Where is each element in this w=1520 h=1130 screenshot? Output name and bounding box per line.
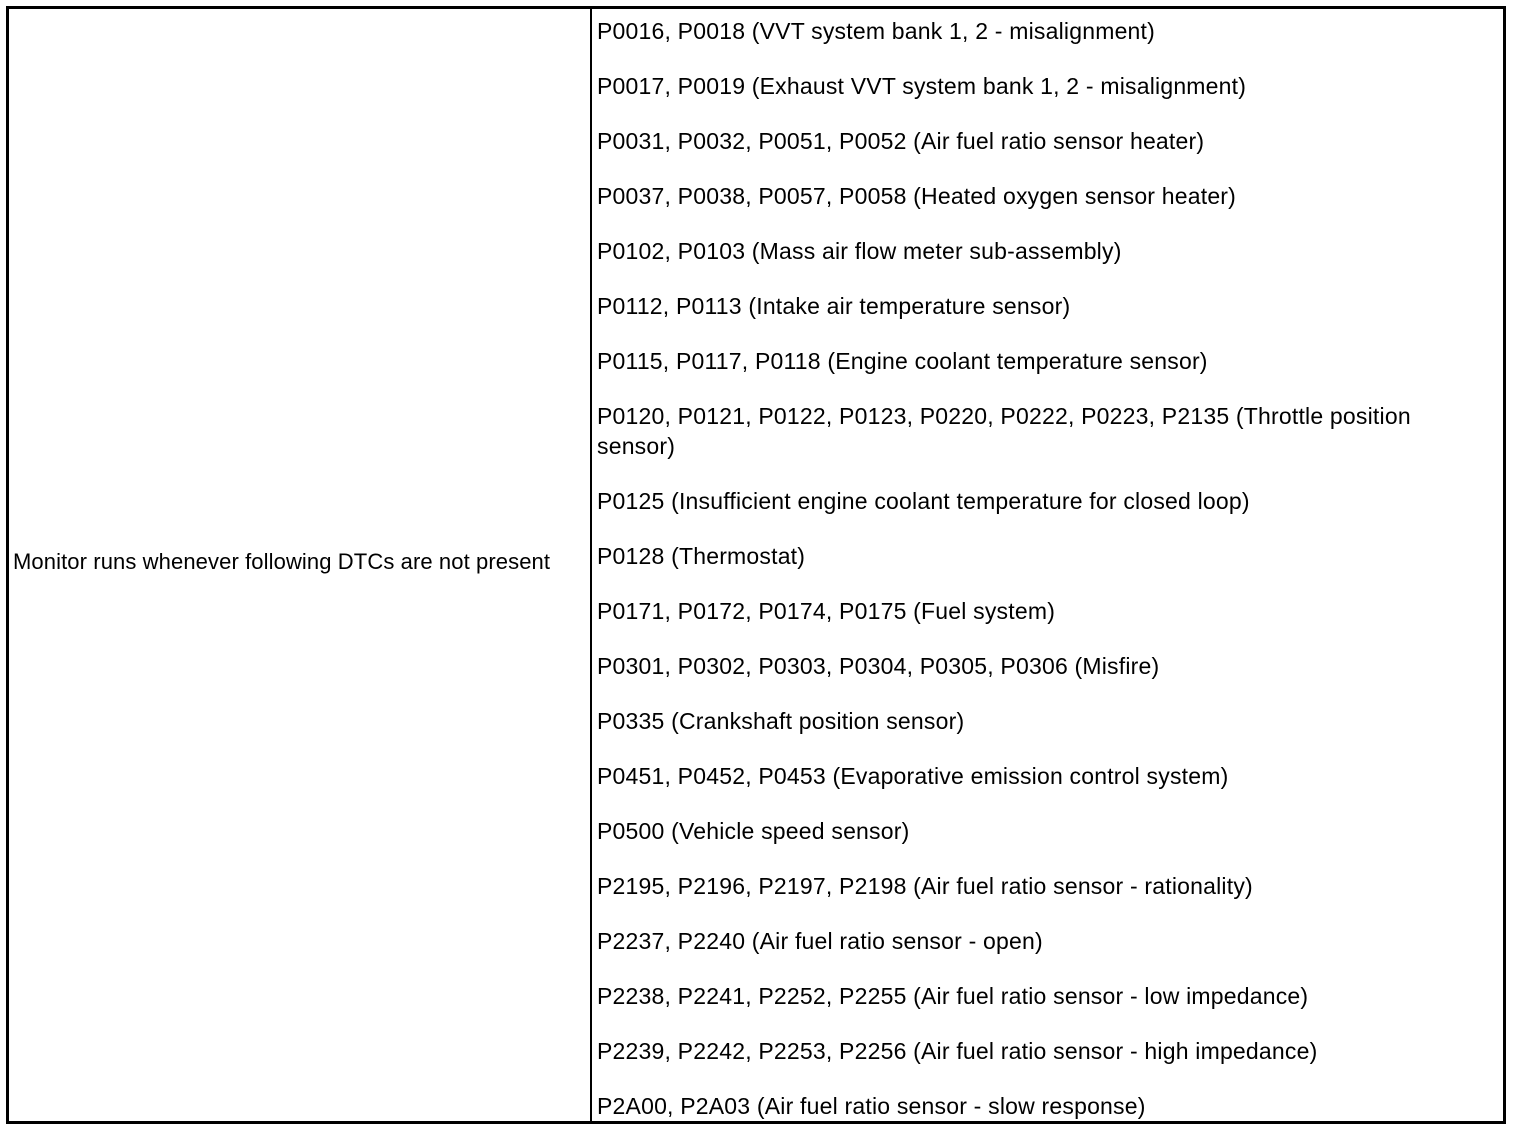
dtc-item: P0171, P0172, P0174, P0175 (Fuel system) <box>597 598 1056 624</box>
dtc-item: P2A00, P2A03 (Air fuel ratio sensor - slow response) <box>597 1093 1146 1119</box>
dtc-item: P0125 (Insufficient engine coolant temperature for closed loop) <box>597 488 1250 514</box>
dtc-item: P0335 (Crankshaft position sensor) <box>597 708 965 734</box>
dtc-item: P2195, P2196, P2197, P2198 (Air fuel ratio sensor - rationality) <box>597 873 1253 899</box>
dtc-item: P0500 (Vehicle speed sensor) <box>597 818 910 844</box>
dtc-item: P0016, P0018 (VVT system bank 1, 2 - misalignment) <box>597 18 1156 44</box>
dtc-item: P0128 (Thermostat) <box>597 543 806 569</box>
dtc-item: P0017, P0019 (Exhaust VVT system bank 1, 2 - misalignment) <box>597 73 1247 99</box>
condition-label: Monitor runs whenever following DTCs are not present <box>13 549 551 574</box>
dtc-condition-table <box>6 6 1506 1124</box>
dtc-item: P0112, P0113 (Intake air temperature sensor) <box>597 293 1071 319</box>
dtc-item: P2239, P2242, P2253, P2256 (Air fuel ratio sensor - high impedance) <box>597 1038 1318 1064</box>
dtc-item: P0037, P0038, P0057, P0058 (Heated oxygen sensor heater) <box>597 183 1237 209</box>
condition-cell <box>9 9 592 1121</box>
dtc-item: P0115, P0117, P0118 (Engine coolant temperature sensor) <box>597 348 1208 374</box>
dtc-item: P0451, P0452, P0453 (Evaporative emission control system) <box>597 763 1229 789</box>
dtc-item: P0102, P0103 (Mass air flow meter sub-assembly) <box>597 238 1122 264</box>
dtc-item: P0301, P0302, P0303, P0304, P0305, P0306 (Misfire) <box>597 653 1160 679</box>
dtc-item: P2237, P2240 (Air fuel ratio sensor - open) <box>597 928 1043 954</box>
dtc-item: P2238, P2241, P2252, P2255 (Air fuel ratio sensor - low impedance) <box>597 983 1309 1009</box>
dtc-item: P0120, P0121, P0122, P0123, P0220, P0222, P0223, P2135 (Throttle position sensor) <box>597 403 1411 459</box>
dtc-item: P0031, P0032, P0051, P0052 (Air fuel ratio sensor heater) <box>597 128 1205 154</box>
dtc-list-cell <box>592 9 1503 1121</box>
